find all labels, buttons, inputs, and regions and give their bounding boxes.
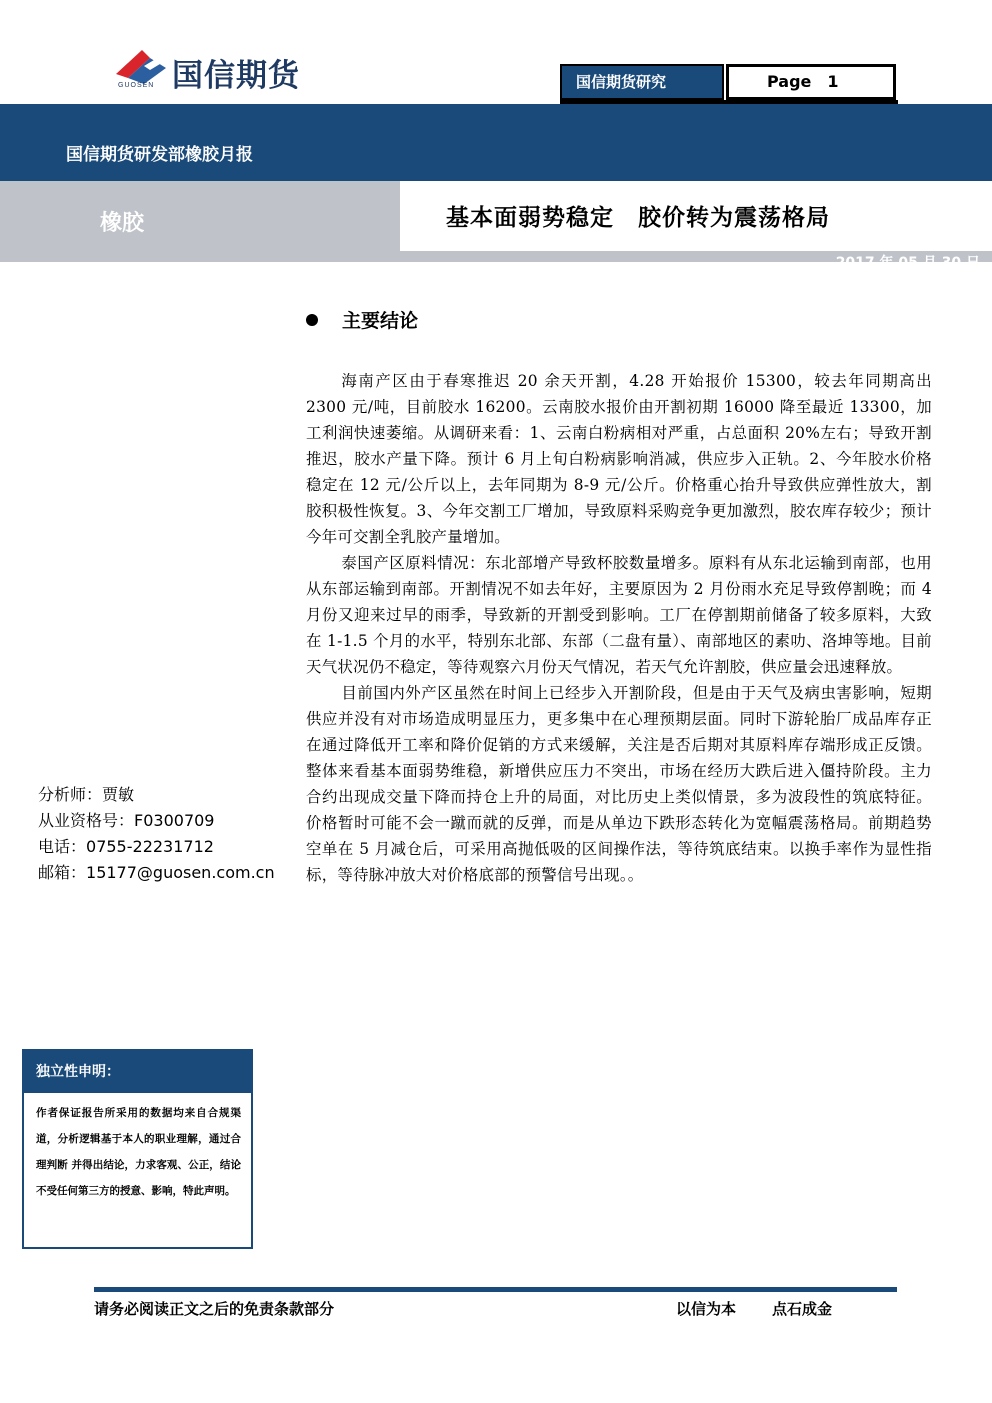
report-series-title: 国信期货研发部橡胶月报	[66, 145, 253, 165]
paragraph: 泰国产区原料情况：东北部增产导致杯胶数量增多。原料有从东北运输到南部，也用从东部运输到南部。开割情况不如去年好，主要原因为 2 月份雨水充足导致停割晚；而 4 月份又迎来过早的雨季，导致新的开割受到影响。工厂在停割期前储备了较多原料，大致在 1-1.5 个月的水平，特别东北部、东部（二盘有量）、南部地区的素叻、洛坤等地。目前天气状况仍不稳定，等待观察六月份天气情况，若天气允许割胶，供应量会迅速释放。	[306, 554, 932, 676]
footer-rule	[94, 1287, 897, 1292]
report-headline: 基本面弱势稳定 胶价转为震荡格局	[446, 204, 830, 231]
category-panel	[0, 181, 400, 251]
footer-slogan	[676, 1298, 832, 1319]
logo-subtext: GUOSEN	[118, 82, 155, 89]
slogan-1: 以信为本	[676, 1300, 737, 1318]
footer-disclaimer: 请务必阅读正文之后的免责条款部分	[94, 1300, 335, 1318]
category-label: 橡胶	[100, 210, 145, 236]
statement-text: 作者保证报告所采用的数据均来自合规渠道，分析逻辑基于本人的职业理解，通过合理判断 并得出结论，力求客观、公正，结论不受任何第三方的授意、影响，特此声明。	[36, 1107, 241, 1197]
analyst-name-row: 分析师：贾敏	[38, 785, 135, 804]
paragraph: 海南产区由于春寒推迟 20 余天开割，4.28 开始报价 15300，较去年同期高出 2300 元/吨，目前胶水 16200。云南胶水报价由开割初期 16000 降至最近 13300，加工利润快速萎缩。从调研来看：1、云南白粉病相对严重，占总面积 20%左右；导致开割推迟，胶水产量下降。预计 6 月上旬白粉病影响消减，供应步入正轨。2、今年胶水价格稳定在 12 元/公斤以上，去年同期为 8-9 元/公斤。价格重心抬升导致供应弹性放大，割胶积极性恢复。3、今年交割工厂增加，导致原料采购竞争更加激烈，胶农库存较少；预计今年可交割全乳胶产量增加。	[306, 372, 932, 546]
analyst-cert: F0300709	[134, 811, 215, 830]
analyst-email-row: 邮箱：15177@guosen.com.cn	[38, 863, 275, 882]
paragraph: 目前国内外产区虽然在时间上已经步入开割阶段，但是由于天气及病虫害影响，短期供应并没有对市场造成明显压力，更多集中在心理预期层面。同时下游轮胎厂成品库存正在通过降低开工率和降价促销的方式来缓解，关注是否后期对其原料库存端形成正反馈。整体来看基本面弱势维稳，新增供应压力不突出，市场在经历大跌后进入僵持阶段。主力合约出现成交量下降而持仓上升的局面，对比历史上类似情景，多为波段性的筑底特征。价格暂时可能不会一蹴而就的反弹，而是从单边下跌形态转化为宽幅震荡格局。前期趋势空单在 5 月减仓后，可采用高抛低吸的区间操作法，等待筑底结束。以换手率作为显性指标，等待脉冲放大对价格底部的预警信号出现。。	[306, 684, 932, 884]
page-label: Page	[767, 72, 812, 91]
conclusion-body	[306, 368, 932, 888]
logo-text: 国信期货	[172, 58, 300, 94]
section-title: 主要结论	[342, 310, 419, 332]
independence-statement	[22, 1049, 253, 1249]
department-label: 国信期货研究	[560, 64, 724, 100]
company-logo	[114, 46, 354, 96]
analyst-name: 贾敏	[102, 785, 135, 804]
page-indicator	[726, 64, 896, 100]
bullet-icon	[306, 314, 318, 326]
page-number: 1	[827, 72, 839, 91]
analyst-cert-row: 从业资格号：F0300709	[38, 811, 215, 830]
analyst-phone: 0755-22231712	[86, 837, 214, 856]
report-date: 2017 年 05 月 30 日	[835, 255, 980, 271]
analyst-phone-row: 电话：0755-22231712	[38, 837, 214, 856]
analyst-email: 15177@guosen.com.cn	[86, 863, 275, 882]
slogan-2: 点石成金	[772, 1300, 833, 1318]
analyst-info	[38, 782, 275, 886]
statement-title: 独立性申明：	[24, 1051, 251, 1093]
